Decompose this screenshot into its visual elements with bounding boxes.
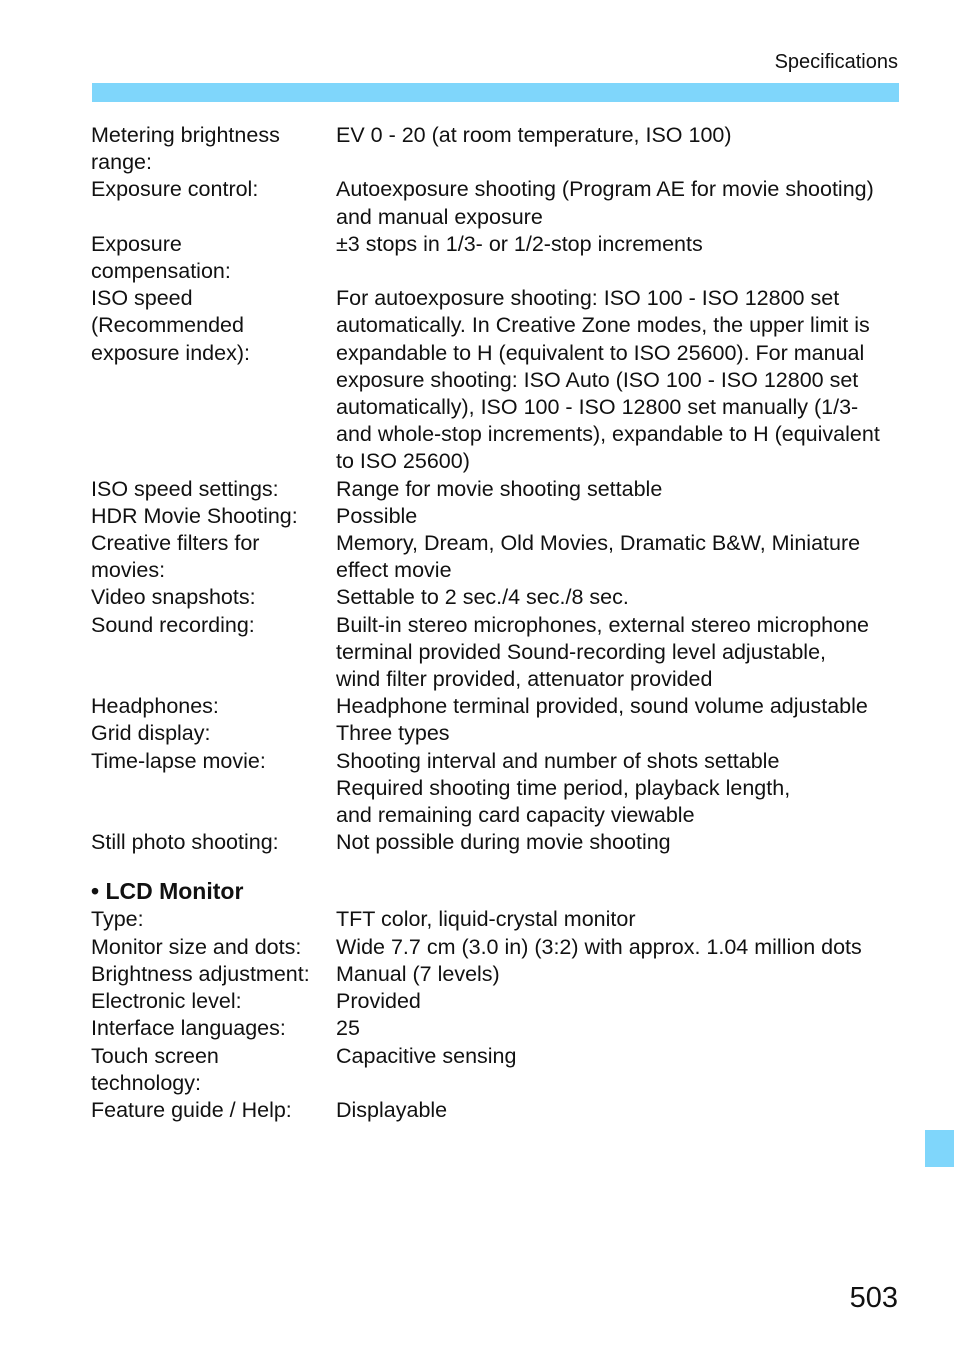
spec-value: 25 <box>336 1016 360 1041</box>
spec-row-monitor-size <box>91 934 901 961</box>
spec-row-metering <box>91 122 901 176</box>
spec-value: Wide 7.7 cm (3.0 in) (3:2) with approx. 1.04 million dots <box>336 934 862 959</box>
spec-label: Creative filters for movies: <box>91 531 260 583</box>
spec-row-exposure-compensation <box>91 231 901 285</box>
spec-label: Electronic level: <box>91 989 242 1014</box>
spec-value: Autoexposure shooting (Program AE for movie shooting) and manual exposure <box>336 177 874 229</box>
spec-row-sound-recording <box>91 612 901 694</box>
header-bar <box>92 83 899 102</box>
spec-label: Video snapshots: <box>91 585 256 610</box>
spec-row-still-photo <box>91 829 901 856</box>
spec-value: Settable to 2 sec./4 sec./8 sec. <box>336 585 629 610</box>
spec-label: Type: <box>91 907 144 932</box>
spec-label: ISO speed settings: <box>91 476 279 501</box>
spec-label: Still photo shooting: <box>91 830 279 855</box>
page-number: 503 <box>849 1282 898 1314</box>
spec-value: Shooting interval and number of shots settable Required shooting time period, playback length, and remaining card capacity viewable <box>336 748 791 828</box>
spec-row-lcd-type <box>91 906 901 933</box>
spec-value: Provided <box>336 989 421 1014</box>
spec-row-interface-languages <box>91 1015 901 1042</box>
spec-label: Monitor size and dots: <box>91 934 302 959</box>
spec-row-feature-guide <box>91 1097 901 1124</box>
spec-row-touch-screen <box>91 1043 901 1097</box>
spec-value: Range for movie shooting settable <box>336 476 663 501</box>
spec-label: Time-lapse movie: <box>91 748 266 773</box>
spec-value: TFT color, liquid-crystal monitor <box>336 907 636 932</box>
spec-row-creative-filters <box>91 530 901 584</box>
spec-row-grid-display <box>91 720 901 747</box>
spec-label: Interface languages: <box>91 1016 286 1041</box>
chapter-tab <box>925 1130 954 1167</box>
spec-row-brightness <box>91 961 901 988</box>
spec-label: Grid display: <box>91 721 211 746</box>
spec-label: Feature guide / Help: <box>91 1097 292 1122</box>
spec-row-headphones <box>91 693 901 720</box>
section-heading-lcd-monitor: • LCD Monitor <box>91 878 244 905</box>
section-title: Specifications <box>774 51 898 73</box>
spec-label: Headphones: <box>91 694 219 719</box>
spec-row-hdr-movie <box>91 503 901 530</box>
spec-value: Built-in stereo microphones, external stereo microphone terminal provided Sound-recording level adjustable, wind filter provided, attenuator provided <box>336 612 869 692</box>
spec-value: Three types <box>336 721 450 746</box>
spec-label: ISO speed (Recommended exposure index): <box>91 286 250 365</box>
spec-label: Metering brightness range: <box>91 123 280 175</box>
spec-value: For autoexposure shooting: ISO 100 - ISO 12800 set automatically. In Creative Zone modes, the upper limit is expandable to H (equivalent to ISO 25600). For manual exposure shooting: ISO Auto (ISO 100 - ISO 12800 set automatically), ISO 100 - ISO 12800 set manually (1/3- and whole-stop increments), expandable to H (equivalent to ISO 25600) <box>336 286 880 474</box>
spec-value: Possible <box>336 503 418 528</box>
spec-label: Sound recording: <box>91 612 255 637</box>
spec-row-video-snapshots <box>91 584 901 611</box>
spec-label: Exposure compensation: <box>91 231 231 284</box>
spec-value: ±3 stops in 1/3- or 1/2-stop increments <box>336 231 703 256</box>
spec-label: HDR Movie Shooting: <box>91 503 298 528</box>
spec-value: Memory, Dream, Old Movies, Dramatic B&W, Miniature effect movie <box>336 531 861 583</box>
spec-value: Displayable <box>336 1097 448 1122</box>
spec-value: Not possible during movie shooting <box>336 830 671 855</box>
spec-label: Exposure control: <box>91 177 259 202</box>
spec-label: Touch screen technology: <box>91 1043 219 1095</box>
spec-row-time-lapse <box>91 748 901 830</box>
spec-row-iso-speed <box>91 285 901 475</box>
spec-row-iso-settings <box>91 476 901 503</box>
spec-value: EV 0 - 20 (at room temperature, ISO 100) <box>336 123 732 147</box>
spec-row-electronic-level <box>91 988 901 1015</box>
spec-row-exposure-control <box>91 176 901 230</box>
spec-value: Capacitive sensing <box>336 1043 517 1068</box>
spec-content <box>91 122 901 1124</box>
spec-value: Manual (7 levels) <box>336 961 500 986</box>
spec-label: Brightness adjustment: <box>91 961 310 986</box>
spec-value: Headphone terminal provided, sound volume adjustable <box>336 694 868 719</box>
